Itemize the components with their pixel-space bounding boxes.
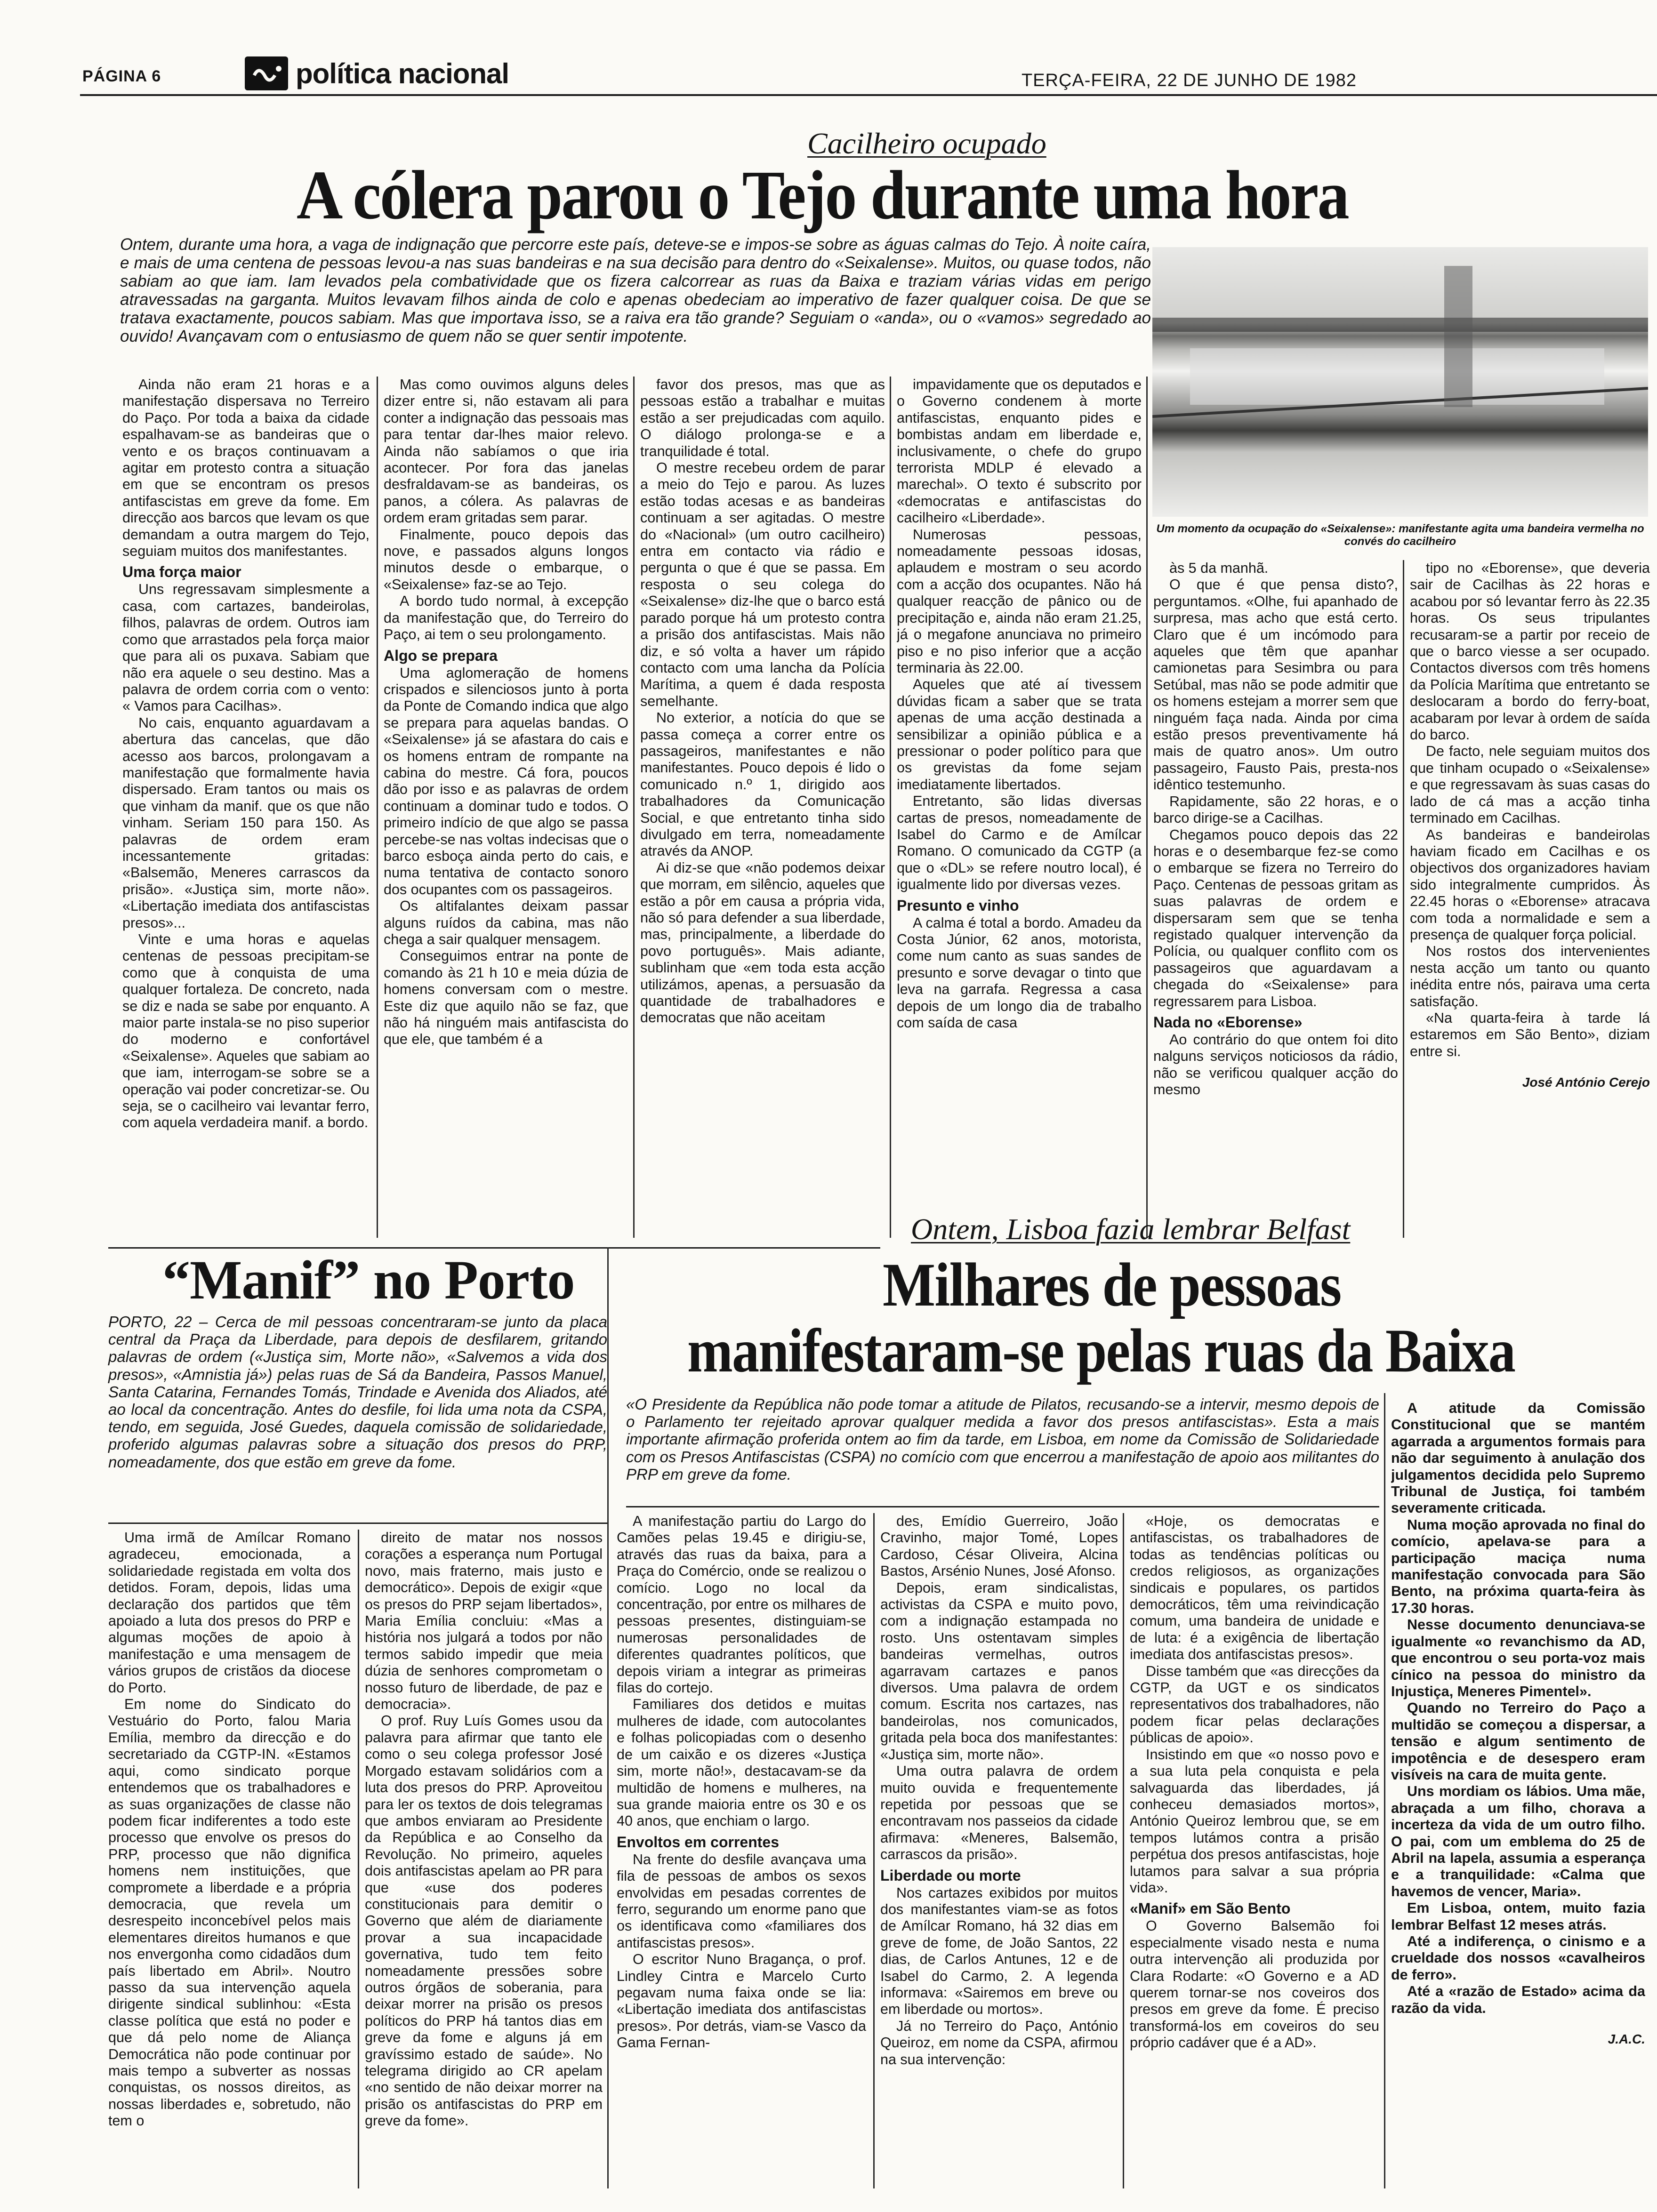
porto-col-1: Uma irmã de Amílcar Romano agradeceu, emocionada, a solidariedade registada em volta dos detidos. Foram, depois, lidas uma declaração dos partidos que têm apoiado a luta dos presos do PRP e algumas moções de apoio à manifestação e uma mensagem de vários grupos de cristãos da diocese do Porto. Em nome do Sindicato do Vestuário do Porto, falou Maria Emília, membro da direcção e do secretariado da CGTP-IN. «Estamos aqui, como sindicato porque entendemos que os trabalhadores e as suas organizações de classe não podem ficar indiferentes a todo este processo que envolve os presos do PRP, processo que não dignifica homens nem instituições, que compromete a liberdade e a própria democracia, que revela um desrespeito inconcebível pelos mais elementares direitos humanos e que nos envergonha como cidadãos dum país libertado em Abril». Noutro passo da sua intervenção aquela dirigente sindical sublinhou: «Esta classe política que está no poder e que dá pelo nome de Aliança Democrática não pode continuar por mais tempo a subverter as nossas conquistas, os nossos direitos, as nossas liberdades e, sobretudo, não tem o <box>108 1530 351 2129</box>
porto-col-2: direito de matar nos nossos corações a esperança num Portugal novo, mais fraterno, mais justo e democrático». Depois de exigir «que os presos do PRP sejam libertados», Maria Emília concluiu: «Mas a história nos julgará a todos por não termos sabido impedir que meia dúzia de senhores comprometam o nosso futuro de liberdade, de paz e democracia». O prof. Ruy Luís Gomes usou da palavra para afirmar que tanto ele como o seu colega professor José Morgado estavam solidários com a luta dos presos do PRP. Aproveitou para ler os textos de dois telegramas que ambos enviaram ao Presidente da República e ao Conselho da Revolução. No primeiro, aqueles dois antifascistas apelam ao PR para que «use dos poderes constitucionais para demitir o Governo que além de diariamente provar a sua incapacidade governativa, tudo tem feito nomeadamente pressões sobre outros órgãos de soberania, para deixar morrer na prisão os presos políticos do PRP há tantos dias em greve da fome e alguns já em gravíssimo estado de saúde». No telegrama dirigido ao CR apelam «no sentido de não deixar morrer na prisão os antifascistas do PRP em greve da fome». <box>365 1530 603 2129</box>
lisboa-col-1: A manifestação partiu do Largo do Camões pelas 19.45 e dirigiu-se, através das ruas da baixa, para a Praça do Comércio, onde se realizou o comício. Logo no local da concentração, por entre os milhares de pessoas presentes, distinguiam-se numerosas personalidades de diferentes quadrantes políticos, que depois viriam a integrar as primeiras filas do cortejo. Familiares dos detidos e muitas mulheres de idade, com autocolantes e folhas policopiadas com o desenho de um caixão e os dizeres «Justiça sim, morte não!», destacavam-se da multidão de homens e mulheres, na sua grande maioria entre os 30 e os 40 anos, que enchiam o largo. Envoltos em correntes Na frente do desfile avançava uma fila de pessoas de ambos os sexos envolvidas em pesadas correntes de ferro, segurando um enorme pano que os identificava como «familiares dos antifascistas presos». O escritor Nuno Bragança, o prof. Lindley Cintra e Marcelo Curto pegavam numa faixa onde se lia: «Libertação imediata dos antifascistas presos». Por detrás, viam-se Vasco da Gama Fernan- <box>617 1513 866 2051</box>
lisboa-signature: J.A.C. <box>1608 2032 1645 2047</box>
subhead: Algo se prepara <box>384 647 498 664</box>
section-divider <box>108 1247 880 1249</box>
lisboa-lead-rule <box>626 1506 1379 1507</box>
column-rule <box>1123 1513 1124 2188</box>
lisboa-col-4: A atitude da Comissão Constitucional que se mantém agarrada a argumentos formais para não dar seguimento à anulação dos julgamentos decidida pelo Supremo Tribunal de Justiça, foi também severamente criticada. Numa moção aprovada no final do comício, apelava-se para a participação maciça numa manifestação convocada para São Bento, na próxima quarta-feira às 17.30 horas. Nesse documento denunciava-se igualmente «o revanchismo da AD, que encontrou o seu porta-voz mais cínico na pessoa do ministro da Injustiça, Meneres Pimentel». Quando no Terreiro do Paço a multidão se começou a dispersar, a tensão e algum sentimento de impotência e de desespero eram visíveis na cara de muita gente. Uns mordiam os lábios. Uma mãe, abraçada a um filho, chorava a incerteza da vida de um outro filho. O pai, com um emblema do 25 de Abril na lapela, assumia a esperança e a tranquilidade: «Calma que havemos de vencer, Maria». Em Lisboa, ontem, muito fazia lembrar Belfast 12 meses atrás. Até a indiferença, o cinismo e a crueldade dos nossos «cavalheiros de ferro». Até a «razão de Estado» acima da razão da vida. J.A.C. <box>1391 1400 1645 2188</box>
porto-lead-rule <box>108 1523 607 1524</box>
subhead: Envoltos em correntes <box>617 1833 779 1851</box>
column-rule <box>873 1513 875 2188</box>
subhead: Uma força maior <box>122 563 241 581</box>
column-rule <box>1384 1393 1385 2188</box>
column-rule <box>1146 377 1148 1238</box>
lisboa-col-2: des, Emídio Guerreiro, João Cravinho, major Tomé, Lopes Cardoso, César Oliveira, Alcina Bastos, Arsénio Nunes, José Afonso. Depois, eram sindicalistas, activistas da CSPA e muito povo, com a indignação estampada no rosto. Uns ostentavam simples bandeiras vermelhas, outros agarravam cartazes e panos diversos. Uma palavra de ordem comum. Escrita nos cartazes, nas bandeirolas, nos comunicados, gritada pela boca dos manifestantes: «Justiça sim, morte não». Uma outra palavra de ordem muito ouvida e frequentemente repetida por pessoas que se encontravam nos passeios da cidade afirmava: «Meneres, Balsemão, carrascos da prisão». Liberdade ou morte Nos cartazes exibidos por muitos dos manifestantes viam-se as fotos de Amílcar Romano, há 32 dias em greve de fome, de João Santos, 22 dias, de Carlos Antunes, 12 e de Isabel do Carmo, 2. A legenda informava: «Sairemos em breve ou em liberdade ou mortos». Já no Terreiro do Paço, António Queiroz, em nome da CSPA, afirmou na sua intervenção: <box>880 1513 1118 2068</box>
header-rule <box>80 94 1657 96</box>
section-title: política nacional <box>296 58 509 89</box>
main-col-1: Ainda não eram 21 horas e a manifestação dispersava no Terreiro do Paço. Por toda a baixa da cidade espalhavam-se as bandeiras que o vento e os braços continuavam a agitar em protesto contra a situação em que se encontram os presos antifascistas em greve da fome. Em direcção aos barcos que levam os que demandam a outra margem do Tejo, seguiam muitos dos manifestantes. Uma força maior Uns regressavam simplesmente a casa, com cartazes, bandeirolas, filhos, palavras de ordem. Outros iam como que arrastados pela força maior que para ali os puxava. Sabiam que não era aquele o seu destino. Mas a palavra de ordem corria com o vento: « Vamos para Cacilhas». No cais, enquanto aguardavam a abertura das cancelas, que dão acesso aos barcos, prolongavam a manifestação que formalmente havia dispersado. Eram tantos ou mais os que vinham da manif. que os que não vinham. Seriam 150 para 150. As palavras de ordem eram incessantemente gritadas: «Balsemão, Meneres carrascos da prisão». «Justiça sim, morte não». «Libertação imediata dos antifascistas presos»... Vinte e uma horas e aquelas centenas de pessoas precipitam-se como que à conquista de uma qualquer fortaleza. De concreto, nada se diz e nada se sabe por enquanto. A maior parte instala-se no piso superior do moderno e confortável «Seixalense». Aqueles que sabiam ao que iam, interrogam-se sobre se a operação vai poder concretizar-se. Ou seja, se o cacilheiro vai levantar ferro, com aquela verdadeira manif. a bordo. <box>122 377 370 1131</box>
main-col-5: às 5 da manhã. O que é que pensa disto?, perguntamos. «Olhe, fui apanhado de surpresa, mas acho que está certo. Claro que é um incómodo para aqueles que têm que apanhar camionetas para Sesimbra ou para Setúbal, mas não se pode admitir que os homens estejam a morrer sem que ninguém faça nada. Ainda por cima estão presos preventivamente há mais de quatro anos». Um outro passageiro, Fausto Pais, presta-nos idêntico testemunho. Rapidamente, são 22 horas, e o barco dirige-se a Cacilhas. Chegamos pouco depois das 22 horas e o desembarque fez-se como o embarque se fizera no Terreiro do Paço. Centenas de pessoas gritam as suas palavras de ordem e dispersaram sem que se tenha registado qualquer intervenção da Polícia, ou qualquer conflito com os passageiros que aguardavam a chegada do «Seixalense» para regressarem para Lisboa. Nada no «Eborense» Ao contrário do que ontem foi dito nalguns serviços noticiosos da rádio, não se verificou qualquer acção do mesmo <box>1153 560 1398 1098</box>
lisboa-lead: «O Presidente da República não pode tomar a atitude de Pilatos, recusando-se a intervir, mesmo depois de o Parlamento ter rejeitado aprovar qualquer medida a favor dos presos antifascistas». Esta a mais importante afirmação proferida ontem ao fim da tarde, em Lisboa, em nome da Comissão de Solidariedade com os Presos Antifascistas (CSPA) no comício com que encerrou a manifestação de apoio aos militantes do PRP em greve da fome. <box>626 1395 1379 1483</box>
column-rule <box>1403 560 1404 1238</box>
subhead: Nada no «Eborense» <box>1153 1013 1303 1031</box>
main-lead: Ontem, durante uma hora, a vaga de indignação que percorre este país, deteve-se e impos-se sobre as águas calmas do Tejo. À noite caíra, e mais de uma centena de pessoas levou-a nas suas bandeiras e na sua decisão para dentro do «Seixalense». Muitos, ou quase todos, não sabiam ao que iam. Iam levados pela combatividade que os fizera calcorrear as ruas da Baixa e traziam várias vidas em perigo atravessadas na garganta. Muitos levavam filhos ainda de colo e apenas obedeciam ao imperativo de fazer qualquer coisa. De que se tratava exactamente, poucos sabiam. Mas que importava isso, se a raiva era tão grande? Seguiam o «anda», ou o «vamos» segredado ao ouvido! Avançavam com o entusiasmo de quem não se quer sentir impotente. <box>120 235 1151 345</box>
issue-date: TERÇA-FEIRA, 22 DE JUNHO DE 1982 <box>1022 71 1357 90</box>
column-rule <box>377 377 378 1238</box>
column-rule <box>358 1530 359 2188</box>
main-col-6: tipo no «Eborense», que deveria sair de Cacilhas às 22 horas e acabou por só levantar ferro às 22.35 horas. Os seus tripulantes recusaram-se a partir por receio de que o barco viesse a ser ocupado. Contactos diversos com três homens da Polícia Marítima que entretanto se deslocaram a bordo do ferry-boat, acabaram por levar à ordem de saída do barco. De facto, nele seguiam muitos dos que tinham ocupado o «Seixalense» e que regressavam às suas casas do lado de cá mas a acção tinha terminado em Cacilhas. As bandeiras e bandeirolas haviam ficado em Cacilhas e os objectivos dos organizadores haviam sido integralmente cumpridos. Às 22.45 horas o «Eborense» atracava com toda a normalidade e sem a presença de qualquer força policial. Nos rostos dos intervenientes nesta acção um tanto ou quanto inédita entre nós, pairava uma certa satisfação. «Na quarta-feira à tarde lá estaremos em São Bento», diziam entre si. José António Cerejo <box>1410 560 1650 1238</box>
porto-lead: PORTO, 22 – Cerca de mil pessoas concentraram-se junto da placa central da Praça da Liberdade, para depois de desfilarem, gritando palavras de ordem («Justiça sim, Morte não», «Salvemos a vida dos presos», «Amnistia já») pelas ruas de Sá da Bandeira, Passos Manuel, Santa Catarina, Fernandes Tomás, Trindade e Avenida dos Aliados, até ao local da concentração. Antes do desfile, foi lida uma nota da CSPA, tendo, em seguida, José Guedes, daquela comissão de solidariedade, proferido algumas palavras sobre a situação dos presos do PRP, nomeadamente, dos que estão em greve da fome. <box>108 1313 607 1471</box>
porto-headline: “Manif” no Porto <box>162 1249 575 1311</box>
main-headline: A cólera parou o Tejo durante uma hora <box>297 157 1348 234</box>
lisboa-col-3: «Hoje, os democratas e antifascistas, os trabalhadores de todas as tendências políticas ou credos religiosos, as organizações sindicais e populares, os partidos democráticos, têm uma reivindicação comum, uma bandeira de unidade e de luta: é a exigência de libertação imediata dos antifascistas presos». Disse também que «as direcções da CGTP, da UGT e os sindicatos representativos dos trabalhadores, não podem ficar pelas declarações públicas de apoio». Insistindo em que «o nosso povo e a sua luta pela conquista e pela salvaguarda das liberdades, já conheceu demasiados mortos», António Queiroz lembrou que, se em tempos lutámos contra a prisão perpétua dos presos antifascistas, hoje lutamos para salvar a sua própria vida». «Manif» em São Bento O Governo Balsemão foi especialmente visado nesta e numa outra intervenção ali produzida por Clara Rodarte: «O Governo e a AD querem tornar-se nos coveiros dos presos em greve da fome. É preciso transformá-los em coveiros do seu próprio cadáver que é a AD». <box>1130 1513 1379 2051</box>
subhead: Presunto e vinho <box>897 897 1019 914</box>
section-logo-icon <box>245 56 288 90</box>
page-number: PÁGINA 6 <box>82 67 161 85</box>
column-rule <box>890 377 891 1238</box>
lisboa-headline-line-1: Milhares de pessoas <box>883 1250 1341 1319</box>
main-col-2: Mas como ouvimos alguns deles dizer entre si, não estavam ali para conter a indignação das pessoais mas para tentar dar-lhes maior relevo. Ainda não sabíamos o que iria acontecer. Por fora das janelas desfraldavam-se as bandeiras, os panos, a cólera. As palavras de ordem eram gritadas sem parar. Finalmente, pouco depois das nove, e passados alguns longos minutos desde o embarque, o «Seixalense» faz-se ao Tejo. A bordo tudo normal, à excepção da manifestação que, do Terreiro do Paço, ai tem o seu prolongamento. Algo se prepara Uma aglomeração de homens crispados e silenciosos junto à porta da Ponte de Comando indica que algo se prepara para aquelas bandas. O «Seixalense» já se afastara do cais e os homens entram de rompante na cabina do mestre. Cá fora, poucos dão por isso e as palavras de ordem continuam a dominar tudo e todos. O primeiro indício de que algo se passa percebe-se nas voltas indecisas que o barco esboça ainda perto do cais, e numa tentativa de contacto sonoro dos ocupantes com os passageiros. Os altifalantes deixam passar alguns ruídos da cabina, mas não chega a sair qualquer mensagem. Conseguimos entrar na ponte de comando às 21 h 10 e meia dúzia de homens conversam com o mestre. Este diz que aquilo não se faz, que não há ninguém mais antifascista do que ele, que também é a <box>384 377 628 1048</box>
subhead: Liberdade ou morte <box>880 1867 1021 1884</box>
main-signature: José António Cerejo <box>1522 1075 1650 1090</box>
main-col-3: favor dos presos, mas que as pessoas estão a trabalhar e muitas estão a ser prejudicadas com aquilo. O diálogo prolonga-se e a tranquilidade é total. O mestre recebeu ordem de parar a meio do Tejo e parou. As luzes estão todas acesas e as bandeiras continuam a ser agitadas. O mestre do «Nacional» (um outro cacilheiro) entra em contacto via rádio e pergunta o que é que se passa. Em resposta o seu colega do «Seixalense» diz-lhe que o barco está parado porque há um protesto contra a prisão dos antifascistas. Mais não diz, e só volta a haver um rápido contacto com uma lancha da Polícia Marítima, a quem é dada resposta semelhante. No exterior, a notícia do que se passa começa a correr entre os passageiros, manifestantes e não manifestantes. Pouco depois é lido o comunicado n.º 1, dirigido aos trabalhadores da Comunicação Social, e que entretanto tinha sido divulgado em terra, nomeadamente através da ANOP. Ai diz-se que «não podemos deixar que morram, em silêncio, aqueles que estão a pôr em causa a própria vida, não só para defender a sua liberdade, mas, principalmente, a liberdade do povo português». Mais adiante, sublinham que «em toda esta acção utilizámos, apenas, a persuasão da quantidade de trabalhadores e democratas que não aceitam <box>640 377 885 1026</box>
main-col-4: impavidamente que os deputados e o Governo condenem à morte antifascistas, enquanto pides e bombistas andam em liberdade e, inclusivamente, o chefe do grupo terrorista MDLP é elevado a marechal». O texto é subscrito por «democratas e antifascistas do cacilheiro «Liberdade». Numerosas pessoas, nomeadamente pessoas idosas, aplaudem e mostram o seu acordo com a acção dos ocupantes. Não há qualquer reacção de pânico ou de precipitação e, ainda não eram 21.25, já o megafone anunciava no primeiro piso e no piso inferior que a acção terminaria às 22.00. Aqueles que até aí tivessem dúvidas ficam a saber que se trata apenas de uma acção destinada a sensibilizar a opinião pública e a pressionar o poder político para que os grevistas da fome sejam imediatamente libertados. Entretanto, são lidas diversas cartas de presos, nomeadamente de Isabel do Carmo e de Amílcar Romano. O comunicado da CGTP (a que o «DL» se refere noutro local), é igualmente lido por diversas vezes. Presunto e vinho A calma é total a bordo. Amadeu da Costa Júnior, 62 anos, motorista, come num canto as suas sandes de presunto e sorve devagar o tinto que leva na garrafa. Regressa a casa depois de um longo dia de trabalho com saída de casa <box>897 377 1142 1031</box>
subhead: «Manif» em São Bento <box>1130 1900 1291 1917</box>
photo-caption: Um momento da ocupação do «Seixalense»: manifestante agita uma bandeira vermelha no convés do cacilheiro <box>1156 522 1644 548</box>
column-rule <box>607 1247 609 2188</box>
main-kicker: Cacilheiro ocupado <box>807 127 1046 160</box>
lisboa-kicker: Ontem, Lisboa fazia lembrar Belfast <box>911 1212 1351 1246</box>
lisboa-headline-line-2: manifestaram-se pelas ruas da Baixa <box>687 1316 1515 1385</box>
column-rule <box>633 377 635 1238</box>
ferry-photo <box>1152 247 1648 517</box>
